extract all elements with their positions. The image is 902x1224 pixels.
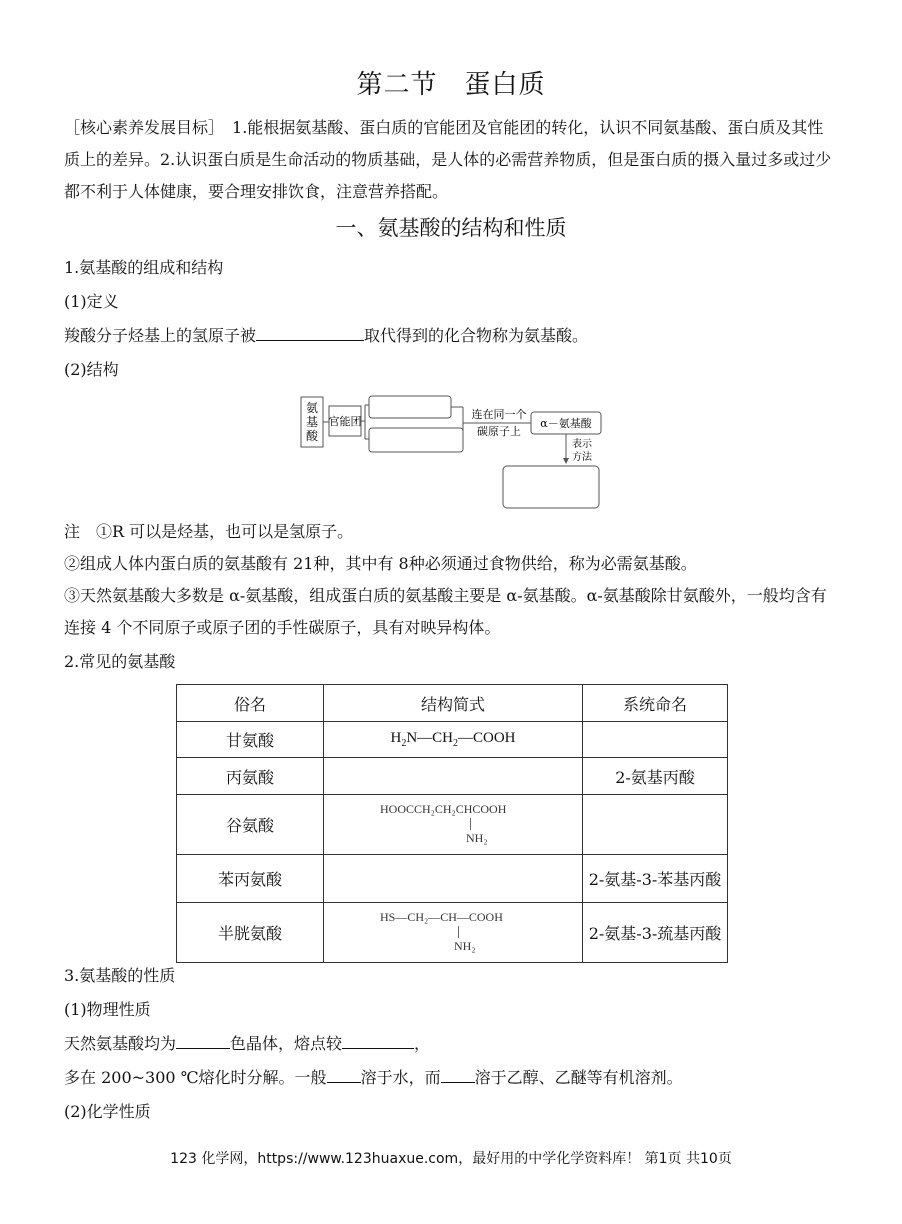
chemical-label: (2)化学性质 <box>64 1102 151 1121</box>
definition-label: (1)定义 <box>64 292 119 311</box>
cell-system: 2-氨基-3-苯基丙酸 <box>583 855 728 903</box>
table-row <box>177 795 728 855</box>
glutamic-bond <box>470 818 471 830</box>
cell-formula <box>324 758 583 795</box>
table-header-row <box>177 685 728 722</box>
blank-melting-point <box>342 1030 414 1049</box>
structure-diagram <box>298 392 608 514</box>
cell-name: 谷氨酸 <box>177 795 324 855</box>
definition-text <box>64 320 588 352</box>
root-char-3: 酸 <box>305 429 319 443</box>
arrow-text-1: 表示 <box>572 439 592 450</box>
header-common-name: 俗名 <box>177 685 324 722</box>
blank-box-carboxyl <box>369 428 463 452</box>
cell-formula <box>324 855 583 903</box>
result-label: α－氨基酸 <box>540 417 592 430</box>
glutamic-main: HOOCCH₂CH₂CHCOOH <box>380 801 507 816</box>
cysteine-bond <box>458 926 459 938</box>
cell-formula-cysteine <box>324 903 583 963</box>
cell-system <box>583 795 728 855</box>
cell-name: 苯丙氨酸 <box>177 855 324 903</box>
cysteine-nh2: NH₂ <box>454 938 476 953</box>
blank-box-representation <box>503 466 599 508</box>
cell-formula-glycine: $H_2N—CH_2—COOH$ <box>324 722 583 758</box>
note-2: ②组成人体内蛋白质的氨基酸有 21种，其中有 8种必须通过食物供给，称为必需氨基酸。 <box>64 554 697 573</box>
physical-line-2: 多在 200~300 ℃熔化时分解。一般 溶于水，而 溶于乙醇、乙醚等有机溶剂。 <box>64 1062 683 1094</box>
link-text-2: 碳原子上 <box>477 425 521 438</box>
blank-water-solubility <box>327 1064 361 1083</box>
cell-formula-glutamic <box>324 795 583 855</box>
table-row <box>177 903 728 963</box>
blank-organic-solubility <box>441 1064 475 1083</box>
table-row <box>177 855 728 903</box>
cell-name: 半胱氨酸 <box>177 903 324 963</box>
root-char-2: 基 <box>305 415 319 429</box>
subheading-composition: 1.氨基酸的组成和结构 <box>64 258 224 277</box>
page-title: 第二节 蛋白质 <box>356 70 546 100</box>
cell-name: 甘氨酸 <box>177 722 324 758</box>
header-formula: 结构简式 <box>324 685 583 722</box>
link-text-1: 连在同一个 <box>471 408 527 421</box>
header-system-name: 系统命名 <box>583 685 728 722</box>
cysteine-main: HS—CH₂—CH—COOH <box>380 909 503 924</box>
definition-text-a: 羧酸分子烃基上的氢原子被 <box>64 326 257 345</box>
page-footer: 123 化学网，https://www.123huaxue.com，最好用的中学化学资料库！ 第1页 共10页 <box>170 1151 732 1167</box>
glutamic-nh2: NH₂ <box>466 830 488 845</box>
goals-text: 1.能根据氨基酸、蛋白质的官能团及官能团的转化，认识不同氨基酸、蛋白质及其性质上的差异。2.认识蛋白质是生命活动的物质基础，是人体的必需营养物质，但是蛋白质的摄入量过多或过少都不利于人体健康，要合理安排饮食，注意营养搭配。 <box>64 118 832 201</box>
core-goals <box>64 112 836 208</box>
amino-acid-table <box>176 684 728 963</box>
blank-box-amino <box>369 396 451 418</box>
table-row <box>177 722 728 758</box>
definition-text-b: 取代得到的化合物称为氨基酸。 <box>364 326 589 345</box>
note-1: 注 ①R 可以是烃基，也可以是氢原子。 <box>64 522 354 541</box>
subheading-properties: 3.氨基酸的性质 <box>64 966 176 985</box>
method-arrow-head <box>563 458 569 464</box>
structure-label: (2)结构 <box>64 360 119 379</box>
branch-label: 官能团 <box>328 415 362 428</box>
goals-label: ［核心素养发展目标］ <box>64 118 217 137</box>
root-char-1: 氨 <box>305 401 319 415</box>
blank-color <box>176 1030 230 1049</box>
section-heading: 一、氨基酸的结构和性质 <box>335 216 567 240</box>
cell-name: 丙氨酸 <box>177 758 324 795</box>
blank-substituent <box>256 322 364 341</box>
physical-label: (1)物理性质 <box>64 1000 151 1019</box>
note-3: ③天然氨基酸大多数是 α-氨基酸，组成蛋白质的氨基酸主要是 α-氨基酸。α-氨基酸除甘氨酸外，一般均含有连接 4 个不同原子或原子团的手性碳原子，具有对映异构体。 <box>64 586 827 637</box>
cell-system <box>583 722 728 758</box>
arrow-text-2: 方法 <box>572 452 592 463</box>
table-row <box>177 758 728 795</box>
subheading-common: 2.常见的氨基酸 <box>64 652 176 671</box>
cell-system: 2-氨基-3-巯基丙酸 <box>583 903 728 963</box>
cell-system: 2-氨基丙酸 <box>583 758 728 795</box>
physical-line-1: 天然氨基酸均为 色晶体，熔点较 ， <box>64 1028 430 1060</box>
